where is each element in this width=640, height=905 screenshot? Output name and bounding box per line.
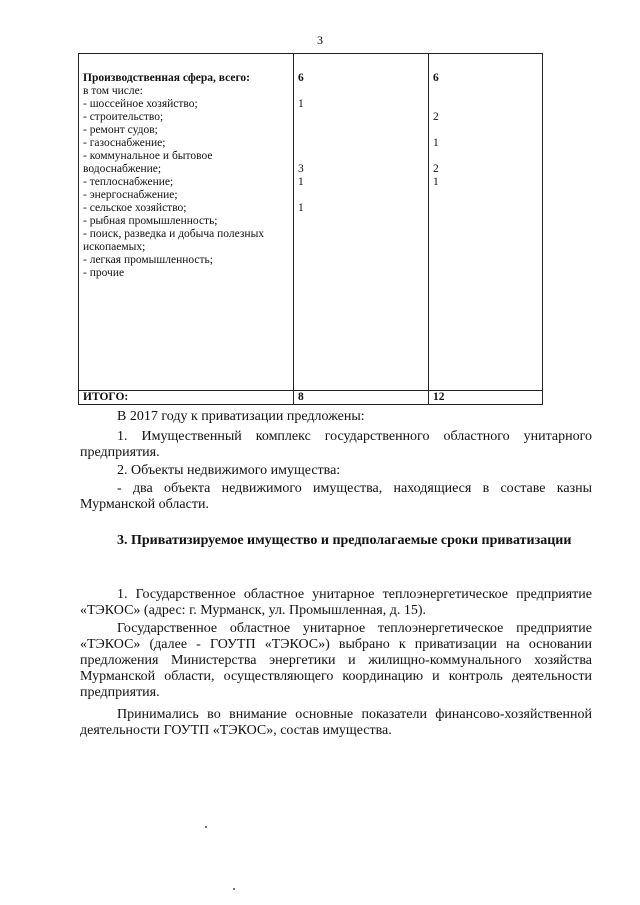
sphere-item-value [433,254,538,267]
sphere-item-value [433,85,538,98]
sphere-item-label: водоснабжение; [83,163,162,175]
paragraph: Государственное областное унитарное теплоэнергетическое предприятие «ТЭКОС» (далее - ГОУТП «ТЭКОС») выбрано к приватизации на основании предложения Министерства энергетики и жилищно-коммунального хозяйства Мурманской области, осуществляющего координацию и контроль деятельности предприятия. [80,621,592,700]
sphere-item-value [298,124,424,137]
sphere-item-label: - энергоснабжение; [83,189,178,201]
sphere-item-label: - теплоснабжение; [83,176,174,188]
sphere-item-value [433,228,538,241]
sphere-item-value [433,241,538,254]
sphere-item-label: в том числе: [83,85,143,97]
sphere-item-label: - шоссейное хозяйство; [83,98,198,110]
total-label: ИТОГО: [79,391,294,405]
sphere-item-value [433,98,538,111]
col3-values [433,85,538,280]
sphere-item-value: 1 [298,98,304,110]
sphere-item-value [298,254,424,267]
privatization-table [78,53,543,405]
sphere-label-cell [79,54,294,391]
sphere-item-value [433,215,538,228]
col2-values [298,85,424,280]
sphere-item-value [433,124,538,137]
sphere-item-value: 1 [433,137,439,149]
sphere-item-label: - ремонт судов; [83,124,158,136]
sphere-item-value [298,267,424,280]
title-col3-value: 6 [433,72,439,84]
title-col2-value: 6 [298,72,304,84]
sphere-item-value [433,267,538,280]
sphere-item-value [298,228,424,241]
sphere-item-value: 1 [298,202,304,214]
sphere-item-value [298,241,424,254]
sphere-item-value [298,85,424,98]
sphere-item-value: 1 [298,176,304,188]
paragraph: Принимались во внимание основные показатели финансово-хозяйственной деятельности ГОУТП «ТЭКОС», состав имущества. [80,707,592,738]
paragraph: 1. Имущественный комплекс государственного областного унитарного предприятия. [80,429,592,460]
table-title: Производственная сфера, всего: [83,72,250,84]
sphere-col3-cell [429,54,543,391]
page-number: 3 [317,33,323,47]
sphere-item-value: 1 [433,176,439,188]
sphere-item-label: - поиск, разведка и добыча полезных [83,228,265,240]
sphere-item-value: 2 [433,163,439,175]
paragraph: - два объекта недвижимого имущества, находящиеся в составе казны Мурманской области. [80,481,592,512]
table-row [79,54,543,391]
sphere-item-value: 3 [298,163,304,175]
total-col3: 12 [429,391,543,405]
scan-speck [233,888,235,890]
sphere-item-label: - рыбная промышленность; [83,215,218,227]
sphere-col2-cell [294,54,429,391]
total-row [79,391,543,405]
sphere-item-label: - газоснабжение; [83,137,166,149]
sphere-item-label: - легкая промышленность; [83,254,213,266]
paragraph: В 2017 году к приватизации предложены: [117,409,365,424]
sphere-item-label: - сельское хозяйство; [83,202,187,214]
sphere-item-value [433,150,538,163]
sphere-item-label: - коммунальное и бытовое [83,150,213,162]
paragraph: 1. Государственное областное унитарное теплоэнергетическое предприятие «ТЭКОС» (адрес: г. Мурманск, ул. Промышленная, д. 15). [80,587,592,618]
sphere-item-value [298,189,424,202]
section-heading: 3. Приватизируемое имущество и предполагаемые сроки приватизации [117,533,572,548]
sphere-item-label: - строительство; [83,111,164,123]
sphere-item-value [298,111,424,124]
total-col2: 8 [294,391,429,405]
scan-speck [205,826,207,828]
sphere-item-value [433,189,538,202]
sphere-item-value [298,215,424,228]
sphere-item-value [298,150,424,163]
sphere-item-value [298,137,424,150]
sphere-labels [83,85,289,280]
paragraph: 2. Объекты недвижимого имущества: [117,463,341,478]
sphere-item-value: 2 [433,111,439,123]
sphere-item-label: ископаемых; [83,241,146,253]
sphere-item-label: - прочие [83,267,125,279]
sphere-item-value [433,202,538,215]
